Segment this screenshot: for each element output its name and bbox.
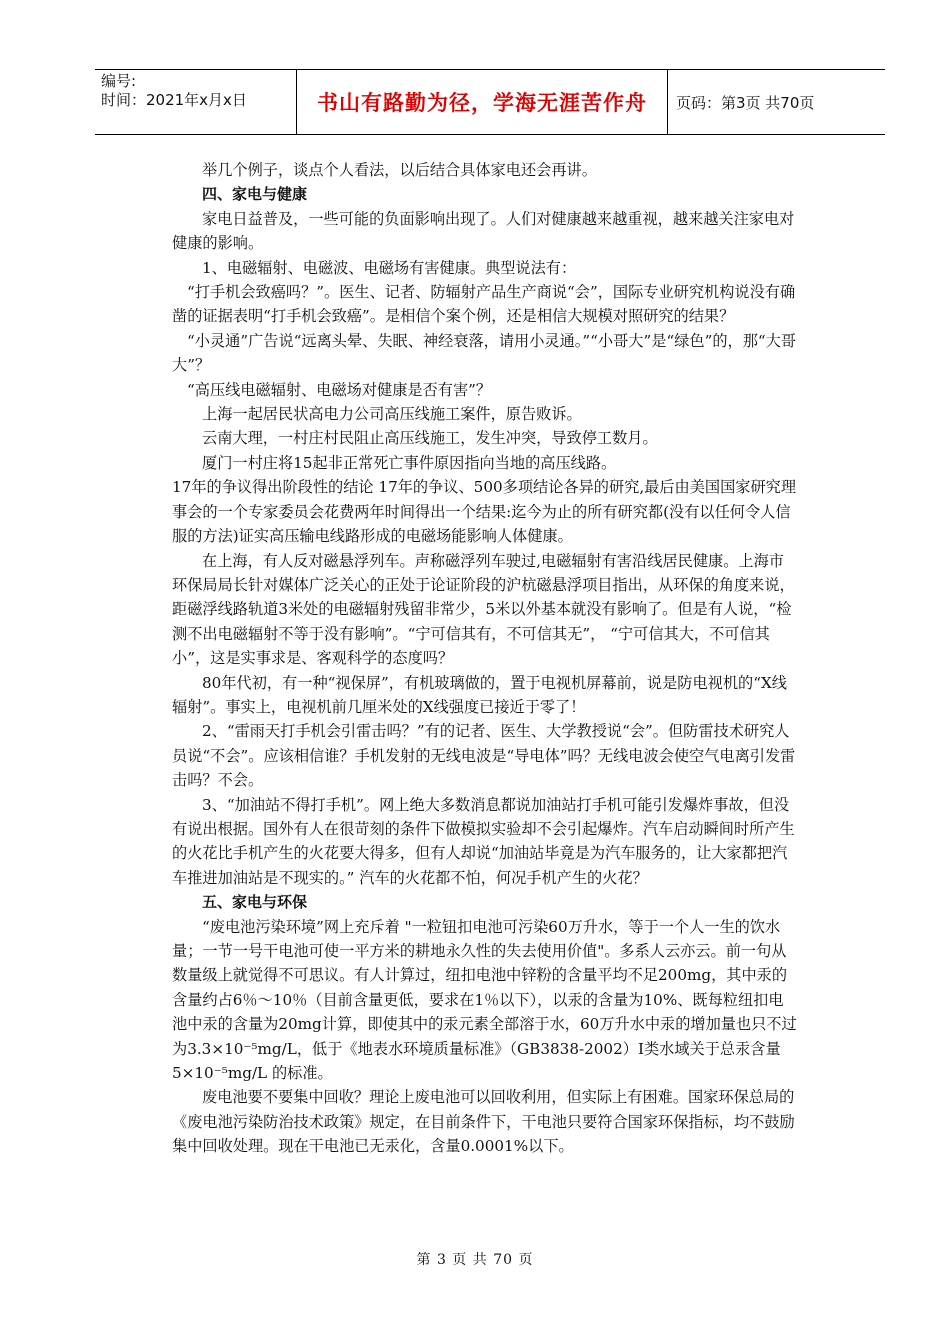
page-footer: 第 3 页 共 70 页 bbox=[416, 1252, 534, 1268]
document-time: 时间：2021年x月x日 bbox=[101, 91, 247, 109]
paragraph: 3、“加油站不得打手机”。网上绝大多数消息都说加油站打手机可能引发爆炸事故，但没有说出根据。国外有人在很苛刻的条件下做模拟实验却不会引起爆炸。汽车启动瞬间时所产生的火花比手机产生的火花要大得多，但有人却说“加油站毕竟是为汽车服务的，让大家都把汽车推进加油站是不现实的。” 汽车的火花都不怕，何况手机产生的火花？ bbox=[172, 795, 795, 887]
paragraph: “打手机会致癌吗？”。医生、记者、防辐射产品生产商说“会”，国际专业研究机构说没有确凿的证据表明“打手机会致癌”。是相信个案个例，还是相信大规模对照研究的结果？ bbox=[172, 283, 796, 326]
paragraph: 云南大理，一村庄村民阻止高压线施工，发生冲突，导致停工数月。 bbox=[202, 429, 658, 448]
paragraph: 80年代初，有一种“视保屏”，有机玻璃做的，置于电视机屏幕前，说是防电视机的“X线辐射”。事实上，电视机前几厘米处的X线强度已接近于零了！ bbox=[172, 673, 787, 716]
paragraph: 废电池要不要集中回收？理论上废电池可以回收利用，但实际上有困难。国家环保总局的《废电池污染防治技术政策》规定，在目前条件下，干电池只要符合国家环保指标，均不鼓励集中回收处理。现在干电池已无汞化，含量0.0001%以下。 bbox=[172, 1088, 795, 1156]
paragraph: “废电池污染环境”网上充斥着 "一粒钮扣电池可污染60万升水，等于一个人一生的饮水量；一节一号干电池可使一平方米的耕地永久性的失去使用价值"。多系人云亦云。前一句从数量级上就觉得不可思议。有人计算过，纽扣电池中锌粉的含量平均不足200mg，其中汞的含量约占6％～10％（目前含量更低，要求在1％以下），以汞的含量为10%、既每粒纽扣电池中汞的含量为20mg计算，即使其中的汞元素全部溶于水，60万升水中汞的增加量也只不过为3.3×10⁻⁵mg/L，低于《地表水环境质量标准》（GB3838-2002）Ⅰ类水域关于总汞含量5×10⁻⁵mg/L 的标准。 bbox=[172, 917, 797, 1083]
header-page-info: 页码：第3页 共70页 bbox=[676, 93, 815, 112]
page-header bbox=[95, 69, 885, 135]
paragraph: “高压线电磁辐射、电磁场对健康是否有害”？ bbox=[187, 380, 492, 399]
paragraph: “小灵通”广告说“远离头晕、失眠、神经衰落，请用小灵通。”“小哥大”是“绿色”的，那“大哥大”？ bbox=[172, 331, 797, 375]
paragraph: 家电日益普及，一些可能的负面影响出现了。人们对健康越来越重视，越来越关注家电对健康的影响。 bbox=[172, 209, 795, 253]
paragraph: 1、电磁辐射、电磁波、电磁场有害健康。典型说法有： bbox=[202, 258, 577, 277]
paragraph: 2、“雷雨天打手机会引雷击吗？”有的记者、医生、大学教授说“会”。但防雷技术研究人员说“不会”。应该相信谁？手机发射的无线电波是“导电体”吗？无线电波会使空气电离引发雷击吗？不会。 bbox=[172, 722, 796, 790]
paragraph: 在上海，有人反对磁悬浮列车。声称磁浮列车驶过,电磁辐射有害沿线居民健康。上海市环保局局长针对媒体广泛关心的正处于论证阶段的沪杭磁悬浮项目指出，从环保的角度来说，距磁浮线路轨道3米处的电磁辐射残留非常少，5米以外基本就没有影响了。但是有人说，“检测不出电磁辐射不等于没有影响”。“宁可信其有，不可信其无”， “宁可信其大，不可信其小”，这是实事求是、客观科学的态度吗？ bbox=[172, 551, 795, 668]
paragraph: 17年的争议得出阶段性的结论 17年的争议、500多项结论各异的研究,最后由美国国家研究理事会的一个专家委员会花费两年时间得出一个结果:迄今为止的所有研究都(没有以任何令人信服的方法)证实高压输电线路形成的电磁场能影响人体健康。 bbox=[172, 478, 797, 546]
paragraph: 上海一起居民状高电力公司高压线施工案件，原告败诉。 bbox=[202, 405, 582, 424]
document-body bbox=[172, 158, 797, 1159]
section-heading: 五、家电与环保 bbox=[202, 893, 308, 912]
paragraph: 举几个例子，谈点个人看法，以后结合具体家电还会再讲。 bbox=[202, 161, 597, 179]
section-heading: 四、家电与健康 bbox=[202, 185, 308, 204]
header-motto: 书山有路勤为径，学海无涯苦作舟 bbox=[296, 70, 668, 134]
header-meta bbox=[95, 70, 296, 134]
paragraph: 厦门一村庄将15起非正常死亡事件原因指向当地的高压线路。 bbox=[202, 453, 617, 472]
document-number-label: 编号: bbox=[101, 72, 137, 90]
